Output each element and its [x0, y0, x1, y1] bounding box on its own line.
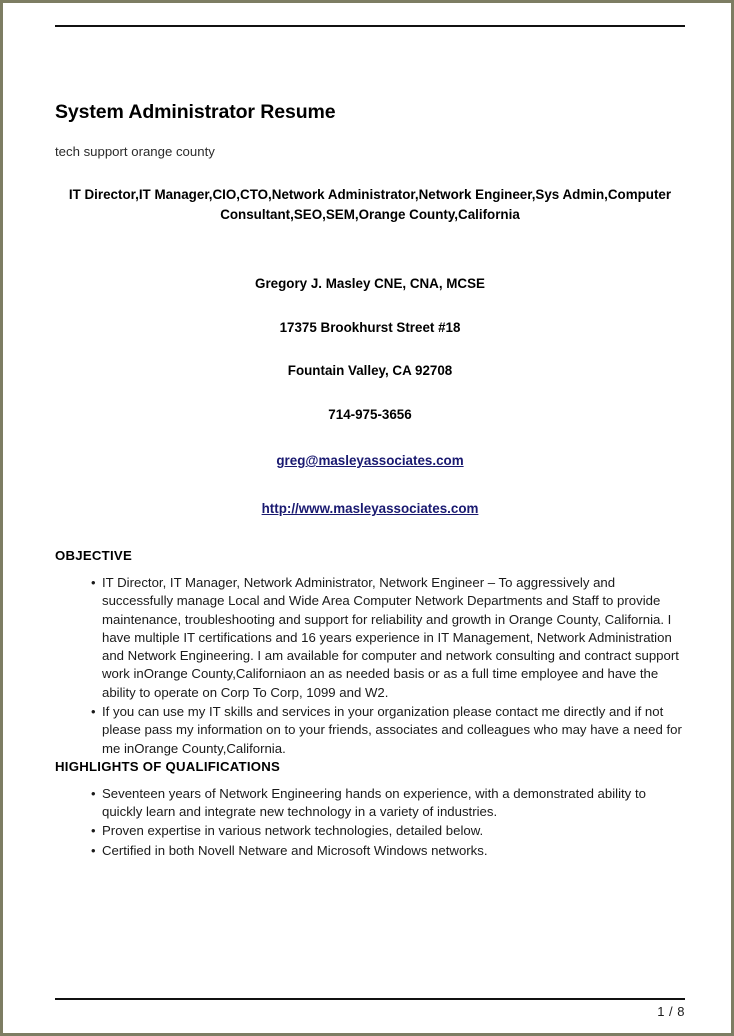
section-heading-highlights: HIGHLIGHTS OF QUALIFICATIONS — [55, 758, 281, 774]
list-item: • IT Director, IT Manager, Network Administrator, Network Engineer – To aggressively and successfully manage Local and Wide Area Computer Network Departments and Staff to provide maintenance, troubleshooting and support for reliability and growth in Orange County, California. I have multiple IT certifications and 16 years experience in IT Management, Network Administration and Network Engineering. I am available for computer and network consulting and contract support work inOrange County,Californiaon an as needed basis or as a full time employee and have the ability to operate on Corp To Corp, 1099 and W2. — [102, 574, 685, 702]
document-keywords: IT Director,IT Manager,CIO,CTO,Network Administrator,Network Engineer,Sys Admin,Computer Consultant,SEO,SEM,Orange County,California — [68, 186, 672, 222]
contact-email-link[interactable]: greg@masleyassociates.com — [276, 452, 464, 468]
header-divider — [55, 25, 685, 27]
list-item: • If you can use my IT skills and services in your organization please contact me directly and if not please pass my information on to your friends, associates and colleagues who may have a need for me inOrange County,California. — [102, 703, 685, 758]
section-heading-objective: OBJECTIVE — [55, 547, 132, 563]
contact-email-row — [55, 452, 685, 470]
objective-bullet-list — [55, 574, 685, 758]
page-indicator: 1 / 8 — [657, 1004, 685, 1019]
contact-phone: 714-975-3656 — [328, 406, 412, 422]
contact-street: 17375 Brookhurst Street #18 — [279, 319, 461, 335]
contact-name: Gregory J. Masley CNE, CNA, MCSE — [255, 276, 485, 292]
contact-website-link[interactable]: http://www.masleyassociates.com — [261, 500, 479, 516]
list-item: • Certified in both Novell Netware and Microsoft Windows networks. — [102, 842, 685, 860]
page-title: System Administrator Resume — [55, 101, 336, 123]
list-item: • Proven expertise in various network technologies, detailed below. — [102, 822, 685, 840]
highlights-bullet-list — [55, 785, 685, 860]
document-content — [55, 43, 685, 861]
contact-city-state-zip: Fountain Valley, CA 92708 — [287, 363, 453, 379]
contact-block — [55, 275, 685, 518]
contact-website-row — [55, 500, 685, 518]
list-item: • Seventeen years of Network Engineering hands on experience, with a demonstrated ability to quickly learn and integrate new technology in a variety of industries. — [102, 785, 685, 822]
document-body — [3, 3, 731, 1033]
footer-divider — [55, 998, 685, 1000]
document-tagline: tech support orange county — [55, 144, 215, 160]
